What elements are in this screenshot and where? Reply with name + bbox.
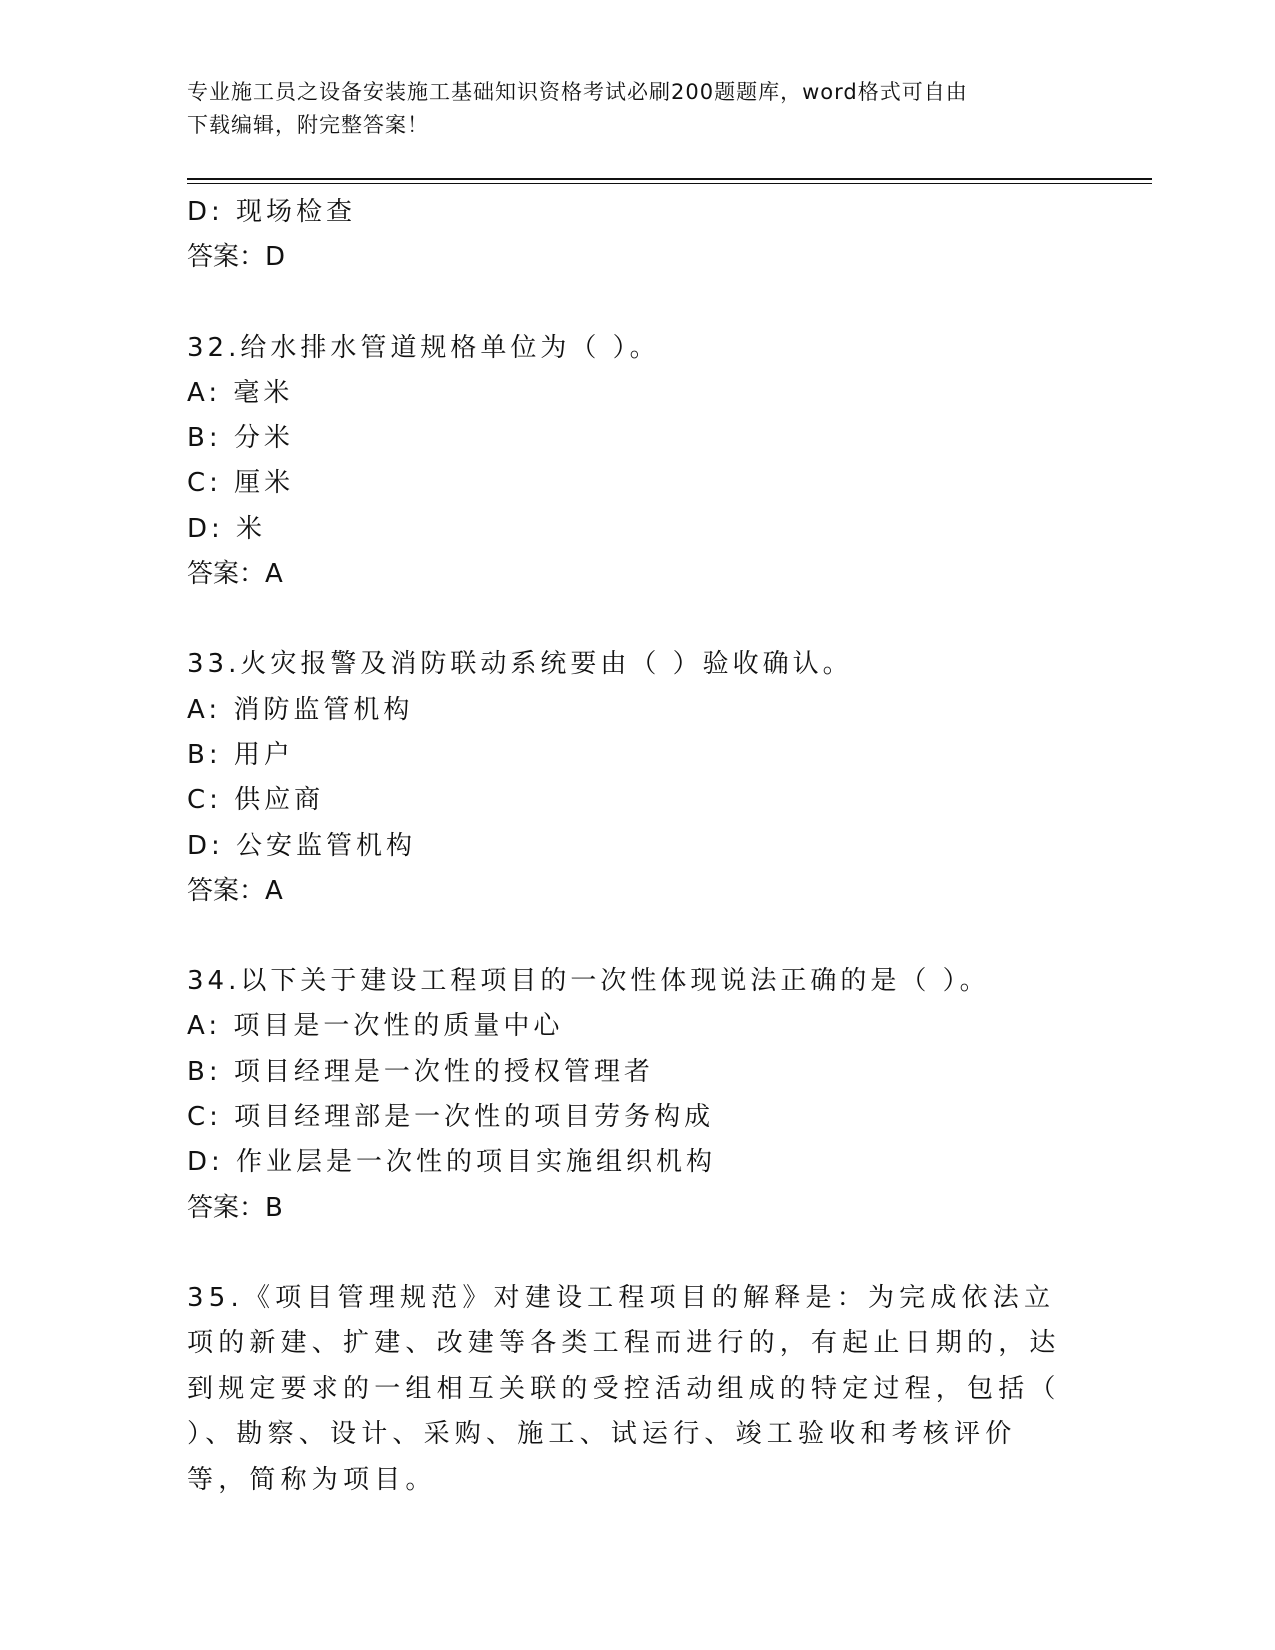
option-d: D: 现场检查	[187, 197, 357, 227]
answer-line: 答案：B	[187, 1192, 283, 1223]
document-body	[187, 190, 1107, 1503]
answer-line: 答案：A	[187, 559, 283, 590]
question-stem: 32.给水排水管道规格单位为（ ）。	[187, 332, 660, 363]
option-d: D: 公安监管机构	[187, 830, 417, 861]
document-header	[187, 76, 1087, 142]
question-35	[187, 1276, 1107, 1504]
option-a: A: 消防监管机构	[187, 694, 414, 725]
option-b: B: 分米	[187, 423, 294, 454]
option-d: D: 米	[187, 513, 267, 544]
question-stem: 34.以下关于建设工程项目的一次性体现说法正确的是（ ）。	[187, 966, 990, 997]
option-b: B: 用户	[187, 739, 294, 770]
option-d: D: 作业层是一次性的项目实施组织机构	[187, 1147, 717, 1178]
question-34	[187, 959, 1107, 1231]
option-a: A: 项目是一次性的质量中心	[187, 1011, 564, 1042]
header-rule-thick	[187, 178, 1152, 180]
answer-line: 答案：A	[187, 875, 283, 906]
question-33	[187, 642, 1107, 914]
option-c: C: 供应商	[187, 785, 325, 816]
header-title-line-1: 专业施工员之设备安装施工基础知识资格考试必刷200题题库，word格式可自由	[187, 80, 968, 104]
option-b: B: 项目经理是一次性的授权管理者	[187, 1056, 654, 1087]
header-title-line-2: 下载编辑，附完整答案！	[187, 113, 429, 137]
answer-line: 答案：D	[187, 242, 286, 273]
option-c: C: 厘米	[187, 468, 295, 499]
option-c: C: 项目经理部是一次性的项目劳务构成	[187, 1102, 715, 1133]
question-stem: 35.《项目管理规范》对建设工程项目的解释是：为完成依法立项的新建、扩建、改建等各类工程而进行的，有起止日期的，达到规定要求的一组相互关联的受控活动组成的特定过程，包括（ ）、勘察、设计、采购、施工、试运行、竣工验收和考核评价等，简称为项目。	[187, 1282, 1061, 1495]
previous-question-tail	[187, 190, 1107, 281]
option-a: A: 毫米	[187, 377, 294, 408]
header-rule-thin	[187, 183, 1152, 184]
question-stem: 33.火灾报警及消防联动系统要由（ ）验收确认。	[187, 649, 853, 680]
question-32	[187, 326, 1107, 598]
